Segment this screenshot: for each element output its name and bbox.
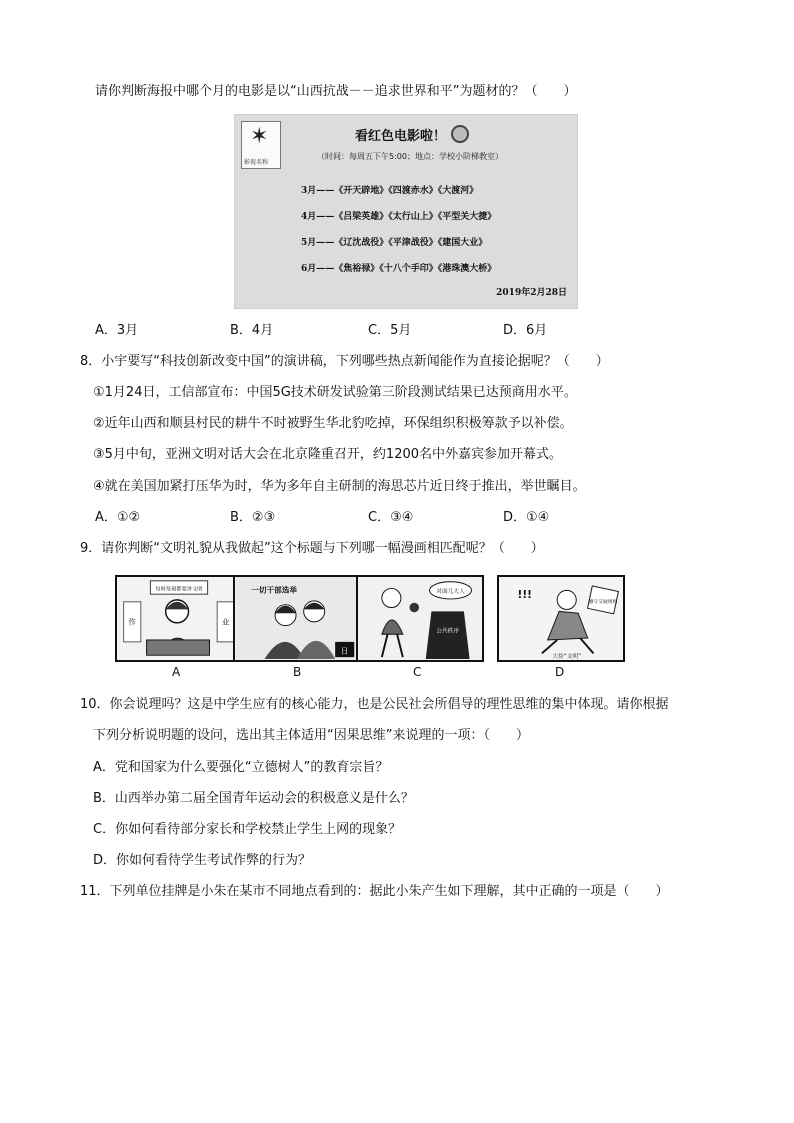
comic-a[interactable] [115, 575, 243, 662]
comic-d-marks: !!! [517, 588, 532, 601]
poster-date: 2019年2月28日 [496, 288, 567, 298]
q10-option-b[interactable]: B．山西举办第二届全国青年运动会的积极意义是什么？ [93, 791, 414, 806]
q8-stem: 8．小宇要写“科技创新改变中国”的演讲稿，下列哪些热点新闻能作为直接论据呢？（ ） [80, 354, 609, 369]
q7-option-a[interactable]: A．3月 [95, 323, 139, 338]
q8-option-d[interactable]: D．①④ [503, 510, 550, 525]
q7-option-b[interactable]: B．4月 [230, 323, 274, 338]
comic-c-bubble: 对面儿大人 [436, 589, 465, 596]
q10-option-a[interactable]: A．党和国家为什么要强化“立德树人”的教育宗旨？ [93, 760, 389, 775]
comic-label-b: B [293, 665, 302, 679]
q10-option-c[interactable]: C．你如何看待部分家长和学校禁止学生上网的现象？ [93, 822, 402, 837]
q9-stem: 9．请你判断“文明礼貌从我做起”这个标题与下列哪一幅漫画相匹配呢？（ ） [80, 541, 544, 556]
q8-option-a[interactable]: A．①② [95, 510, 141, 525]
poster-title: 看红色电影啦！ [355, 129, 447, 144]
comic-b[interactable] [233, 575, 361, 662]
q8-item-3: ③5月中旬，亚洲文明对话大会在北京隆重召开，约1200名中外嘉宾参加开幕式。 [93, 447, 563, 462]
poster-row-april: 4月——《吕梁英雄》《太行山上》《平型关大捷》 [301, 212, 497, 222]
q8-option-b[interactable]: B．②③ [230, 510, 276, 525]
q10-option-d[interactable]: D．你如何看待学生考试作弊的行为？ [93, 853, 312, 868]
comic-a-left-text: 作 [128, 617, 137, 627]
poster-subtitle: （时间：每周五下午5:00；地点：学校小阶梯教室） [317, 152, 503, 161]
comic-b-drawing [235, 577, 359, 660]
q8-option-c[interactable]: C．③④ [368, 510, 414, 525]
comic-label-a: A [172, 665, 181, 679]
comic-c[interactable] [356, 575, 484, 662]
q8-item-4: ④就在美国加紧打压华为时，华为多年自主研制的海思芯片近日终于推出，举世瞩目。 [93, 479, 586, 494]
comic-b-banner: 一切干部选举 [251, 585, 297, 595]
q7-stem: 请你判断海报中哪个月的电影是以“山西抗战－－追求世界和平”为题材的？（ ） [95, 84, 577, 99]
q8-item-2: ②近年山西和顺县村民的耕牛不时被野生华北豹吃掉，环保组织积极筹款予以补偿。 [93, 416, 573, 431]
q11-stem: 11．下列单位挂牌是小朱在某市不同地点看到的：据此小朱产生如下理解，其中正确的一项是（ ） [80, 884, 669, 899]
logo-caption: 影视名称 [244, 159, 269, 166]
film-logo-icon: ✶ [250, 124, 269, 149]
comic-d[interactable] [497, 575, 625, 662]
comic-a-sign: 每时每刻都要讲文明 [155, 586, 203, 593]
comic-a-drawing [117, 577, 241, 660]
poster-row-may: 5月——《辽沈战役》《平津战役》《建国大业》 [301, 238, 488, 248]
comic-b-date: 日 [340, 646, 349, 656]
comic-d-drawing [499, 577, 623, 660]
comic-d-caption: 大俭“文明” [552, 654, 582, 660]
comic-label-c: C [413, 665, 422, 679]
q8-item-1: ①1月24日，工信部宣布：中国5G技术研发试验第三阶段测试结果已达预商用水平。 [93, 385, 577, 400]
comic-c-drawing [358, 577, 482, 660]
poster-row-march: 3月——《开天辟地》《四渡赤水》《大渡河》 [301, 186, 479, 196]
movie-poster [234, 114, 578, 309]
q7-option-c[interactable]: C．5月 [368, 323, 412, 338]
poster-row-june: 6月——《焦裕禄》《十八个手印》《港珠澳大桥》 [301, 264, 497, 274]
comic-d-sign: 遵守交通规则 [588, 599, 618, 605]
film-reel-icon [451, 125, 469, 143]
comic-label-d: D [555, 665, 565, 679]
comic-a-right-text: 业 [221, 617, 230, 627]
poster-logo [241, 121, 281, 169]
q10-stem-line1: 10．你会说理吗？这是中学生应有的核心能力，也是公民社会所倡导的理性思维的集中体现。请你根据 [80, 697, 669, 712]
q7-option-d[interactable]: D．6月 [503, 323, 548, 338]
q10-stem-line2: 下列分析说明题的设问，选出其主体适用“因果思维”来说理的一项：（ ） [93, 728, 529, 743]
comic-c-sign: 公共秩序 [436, 628, 460, 635]
